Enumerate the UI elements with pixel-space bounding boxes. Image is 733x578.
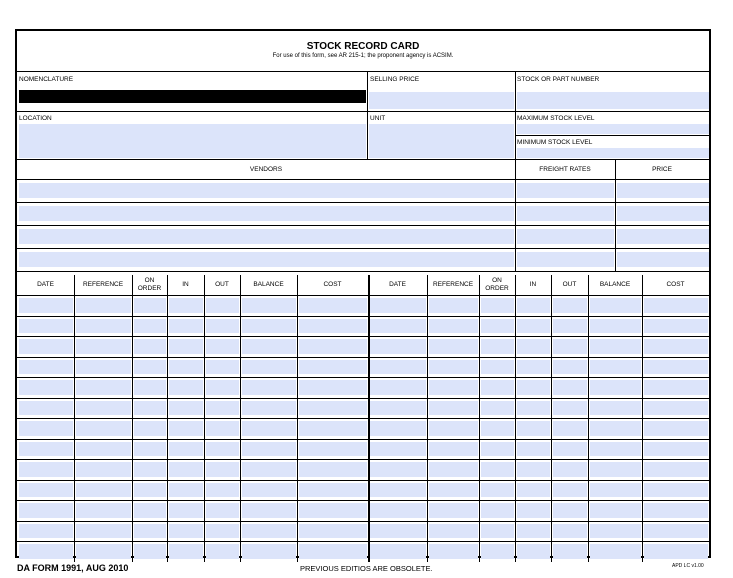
ledger-cell[interactable]: [242, 319, 296, 334]
ledger-cell[interactable]: [19, 462, 73, 477]
ledger-cell[interactable]: [242, 298, 296, 313]
ledger-cell[interactable]: [590, 401, 641, 416]
ledger-cell[interactable]: [76, 421, 131, 436]
column-header-balance: BALANCE: [253, 281, 284, 288]
ledger-cell[interactable]: [590, 298, 641, 313]
divider: [17, 202, 709, 203]
ledger-cell[interactable]: [553, 380, 587, 395]
divider: [17, 225, 709, 226]
ledger-cell[interactable]: [242, 524, 296, 539]
divider: [515, 159, 516, 271]
ledger-cell[interactable]: [242, 380, 296, 395]
ledger-cell[interactable]: [76, 360, 131, 375]
column-header-in: IN: [182, 281, 189, 288]
ledger-cell[interactable]: [644, 524, 708, 539]
ledger-cell[interactable]: [299, 401, 367, 416]
ledger-cell[interactable]: [553, 360, 587, 375]
column-header-date: DATE: [389, 281, 406, 288]
stock-record-card-form: [15, 29, 711, 558]
ledger-cell[interactable]: [590, 319, 641, 334]
ledger-cell[interactable]: [169, 483, 203, 498]
ledger-cell[interactable]: [590, 483, 641, 498]
ledger-cell[interactable]: [517, 401, 550, 416]
ledger-cell[interactable]: [553, 483, 587, 498]
ledger-cell[interactable]: [590, 421, 641, 436]
ledger-cell[interactable]: [481, 360, 514, 375]
ledger-cell[interactable]: [134, 380, 166, 395]
price-field[interactable]: [617, 183, 709, 198]
ledger-cell[interactable]: [370, 503, 426, 518]
ledger-cell[interactable]: [242, 421, 296, 436]
ledger-cell[interactable]: [553, 298, 587, 313]
ledger-cell[interactable]: [429, 319, 478, 334]
divider: [17, 248, 709, 249]
ledger-cell[interactable]: [517, 380, 550, 395]
ledger-cell[interactable]: [19, 442, 73, 457]
ledger-cell[interactable]: [206, 442, 239, 457]
ledger-cell[interactable]: [19, 298, 73, 313]
ledger-cell[interactable]: [134, 319, 166, 334]
ledger-cell[interactable]: [553, 503, 587, 518]
ledger-cell[interactable]: [19, 524, 73, 539]
table-row: [17, 377, 709, 398]
ledger-cell[interactable]: [206, 319, 239, 334]
ledger-cell[interactable]: [169, 524, 203, 539]
divider: [615, 159, 616, 271]
ledger-cell[interactable]: [134, 503, 166, 518]
column-header-on-order: ON ORDER: [485, 277, 509, 292]
ledger-cell[interactable]: [134, 339, 166, 354]
ledger-cell[interactable]: [76, 442, 131, 457]
ledger-cell[interactable]: [206, 483, 239, 498]
ledger-cell[interactable]: [429, 360, 478, 375]
ledger-cell[interactable]: [206, 524, 239, 539]
ledger-cell[interactable]: [644, 339, 708, 354]
column-header-cost: COST: [666, 281, 685, 288]
table-row: [17, 459, 709, 480]
table-row: [17, 295, 709, 316]
ledger-cell[interactable]: [242, 442, 296, 457]
ledger-cell[interactable]: [590, 339, 641, 354]
ledger-cell[interactable]: [206, 503, 239, 518]
ledger-cell[interactable]: [19, 483, 73, 498]
ledger-cell[interactable]: [370, 462, 426, 477]
ledger-cell[interactable]: [644, 380, 708, 395]
divider: [17, 111, 709, 112]
ledger-cell[interactable]: [169, 360, 203, 375]
ledger-cell[interactable]: [299, 360, 367, 375]
ledger-cell[interactable]: [370, 421, 426, 436]
ledger-cell[interactable]: [299, 421, 367, 436]
ledger-cell[interactable]: [429, 483, 478, 498]
ledger-cell[interactable]: [169, 319, 203, 334]
ledger-cell[interactable]: [553, 462, 587, 477]
ledger-cell[interactable]: [590, 442, 641, 457]
freight-rates-header: FREIGHT RATES: [539, 166, 591, 173]
ledger-cell[interactable]: [517, 319, 550, 334]
vendors-header: VENDORS: [249, 166, 283, 173]
ledger-cell[interactable]: [19, 401, 73, 416]
table-row: [17, 398, 709, 419]
ledger-cell[interactable]: [553, 421, 587, 436]
ledger-cell[interactable]: [429, 442, 478, 457]
freight-rate-field[interactable]: [517, 252, 614, 267]
ledger-cell[interactable]: [517, 421, 550, 436]
divider: [515, 71, 516, 159]
ledger-cell[interactable]: [19, 380, 73, 395]
table-row: [17, 480, 709, 501]
ledger-cell[interactable]: [76, 462, 131, 477]
ledger-cell[interactable]: [370, 544, 426, 559]
vendor-field[interactable]: [19, 183, 514, 198]
vendor-field[interactable]: [19, 206, 514, 221]
ledger-cell[interactable]: [517, 298, 550, 313]
ledger-cell[interactable]: [590, 503, 641, 518]
unit-label: UNIT: [370, 115, 386, 122]
ledger-cell[interactable]: [169, 421, 203, 436]
ledger-cell[interactable]: [429, 421, 478, 436]
ledger-cell[interactable]: [517, 483, 550, 498]
ledger-cell[interactable]: [76, 544, 131, 559]
ledger-cell[interactable]: [590, 360, 641, 375]
ledger-cell[interactable]: [206, 339, 239, 354]
column-header-out: OUT: [562, 281, 577, 288]
ledger-cell[interactable]: [644, 462, 708, 477]
table-row: [17, 336, 709, 357]
ledger-cell[interactable]: [76, 503, 131, 518]
ledger-cell[interactable]: [553, 524, 587, 539]
ledger-cell[interactable]: [370, 380, 426, 395]
ledger-cell[interactable]: [517, 503, 550, 518]
freight-rate-field[interactable]: [517, 183, 614, 198]
ledger-cell[interactable]: [299, 380, 367, 395]
ledger-cell[interactable]: [481, 319, 514, 334]
ledger-cell[interactable]: [644, 298, 708, 313]
ledger-cell[interactable]: [206, 462, 239, 477]
ledger-cell[interactable]: [169, 380, 203, 395]
ledger-cell[interactable]: [299, 503, 367, 518]
divider: [17, 271, 709, 272]
ledger-cell[interactable]: [169, 442, 203, 457]
ledger-cell[interactable]: [76, 524, 131, 539]
price-header: PRICE: [652, 166, 672, 173]
ledger-cell[interactable]: [242, 339, 296, 354]
ledger-cell[interactable]: [370, 524, 426, 539]
ledger-cell[interactable]: [481, 421, 514, 436]
ledger-cell[interactable]: [517, 360, 550, 375]
ledger-cell[interactable]: [134, 421, 166, 436]
ledger-cell[interactable]: [76, 401, 131, 416]
ledger-cell[interactable]: [590, 524, 641, 539]
ledger-cell[interactable]: [481, 298, 514, 313]
ledger-cell[interactable]: [206, 544, 239, 559]
ledger-cell[interactable]: [299, 524, 367, 539]
ledger-cell[interactable]: [299, 319, 367, 334]
ledger-cell[interactable]: [169, 503, 203, 518]
ledger-cell[interactable]: [644, 401, 708, 416]
ledger-cell[interactable]: [590, 544, 641, 559]
ledger-cell[interactable]: [429, 298, 478, 313]
ledger-cell[interactable]: [242, 503, 296, 518]
table-row: [17, 500, 709, 521]
ledger-cell[interactable]: [242, 462, 296, 477]
price-field[interactable]: [617, 229, 709, 244]
ledger-cell[interactable]: [644, 544, 708, 559]
ledger-cell[interactable]: [590, 380, 641, 395]
ledger-cell[interactable]: [299, 483, 367, 498]
form-title: STOCK RECORD CARD: [306, 41, 420, 52]
ledger-cell[interactable]: [370, 339, 426, 354]
ledger-cell[interactable]: [206, 360, 239, 375]
table-row: [17, 357, 709, 378]
table-row: [17, 418, 709, 439]
ledger-cell[interactable]: [76, 483, 131, 498]
ledger-cell[interactable]: [517, 339, 550, 354]
ledger-cell[interactable]: [481, 401, 514, 416]
divider: [17, 159, 709, 160]
ledger-cell[interactable]: [644, 319, 708, 334]
ledger-cell[interactable]: [242, 544, 296, 559]
ledger-cell[interactable]: [242, 360, 296, 375]
ledger-cell[interactable]: [19, 544, 73, 559]
ledger-cell[interactable]: [429, 462, 478, 477]
ledger-cell[interactable]: [644, 503, 708, 518]
ledger-cell[interactable]: [169, 462, 203, 477]
ledger-cell[interactable]: [644, 483, 708, 498]
ledger-cell[interactable]: [206, 298, 239, 313]
maximum-stock-level-label: MAXIMUM STOCK LEVEL: [517, 115, 595, 122]
stock-or-part-number-field[interactable]: [517, 92, 709, 109]
ledger-cell[interactable]: [76, 380, 131, 395]
ledger-cell[interactable]: [169, 401, 203, 416]
ledger-cell[interactable]: [76, 319, 131, 334]
ledger-cell[interactable]: [429, 339, 478, 354]
nomenclature-field[interactable]: [19, 90, 366, 103]
ledger-cell[interactable]: [299, 298, 367, 313]
ledger-cell[interactable]: [553, 442, 587, 457]
divider: [367, 71, 368, 159]
column-header-on-order: ON ORDER: [137, 277, 162, 292]
ledger-cell[interactable]: [19, 421, 73, 436]
form-identifier: DA FORM 1991, AUG 2010: [17, 563, 129, 573]
unit-field[interactable]: [369, 124, 514, 158]
ledger-cell[interactable]: [76, 298, 131, 313]
ledger-cell[interactable]: [134, 298, 166, 313]
ledger-cell[interactable]: [370, 298, 426, 313]
nomenclature-label: NOMENCLATURE: [19, 76, 74, 83]
ledger-cell[interactable]: [553, 544, 587, 559]
ledger-cell[interactable]: [481, 544, 514, 559]
ledger-cell[interactable]: [644, 421, 708, 436]
ledger-cell[interactable]: [429, 524, 478, 539]
column-header-reference: REFERENCE: [82, 281, 124, 288]
obsolete-note: PREVIOUS EDITIOS ARE OBSOLETE.: [300, 564, 433, 573]
ledger-cell[interactable]: [134, 524, 166, 539]
ledger-cell[interactable]: [19, 319, 73, 334]
ledger-cell[interactable]: [169, 339, 203, 354]
divider: [515, 135, 709, 136]
ledger-cell[interactable]: [134, 544, 166, 559]
selling-price-label: SELLING PRICE: [370, 76, 420, 83]
ledger-cell[interactable]: [242, 483, 296, 498]
minimum-stock-level-field[interactable]: [517, 148, 709, 158]
ledger-cell[interactable]: [299, 544, 367, 559]
ledger-cell[interactable]: [429, 401, 478, 416]
ledger-cell[interactable]: [19, 503, 73, 518]
vendor-field[interactable]: [19, 252, 514, 267]
price-field[interactable]: [617, 252, 709, 267]
column-header-cost: COST: [323, 281, 342, 288]
ledger-cell[interactable]: [517, 462, 550, 477]
ledger-cell[interactable]: [644, 360, 708, 375]
form-subtitle: For use of this form, see AR 215-1; the proponent agency is ACSIM.: [272, 53, 454, 59]
ledger-cell[interactable]: [134, 360, 166, 375]
ledger-cell[interactable]: [134, 401, 166, 416]
ledger-cell[interactable]: [134, 483, 166, 498]
ledger-cell[interactable]: [481, 462, 514, 477]
ledger-cell[interactable]: [481, 483, 514, 498]
ledger-cell[interactable]: [134, 462, 166, 477]
ledger-cell[interactable]: [517, 524, 550, 539]
ledger-cell[interactable]: [517, 544, 550, 559]
ledger-cell[interactable]: [553, 319, 587, 334]
column-header-in: IN: [529, 281, 537, 288]
ledger-cell[interactable]: [370, 360, 426, 375]
ledger-cell[interactable]: [370, 483, 426, 498]
ledger-cell[interactable]: [370, 319, 426, 334]
ledger-cell[interactable]: [481, 524, 514, 539]
ledger-cell[interactable]: [242, 401, 296, 416]
selling-price-field[interactable]: [369, 92, 514, 109]
table-row: [17, 316, 709, 337]
version-label: APD LC v1.00: [672, 563, 704, 569]
ledger-cell[interactable]: [429, 503, 478, 518]
ledger-cell[interactable]: [553, 401, 587, 416]
ledger-cell[interactable]: [429, 380, 478, 395]
ledger-cell[interactable]: [370, 401, 426, 416]
freight-rate-field[interactable]: [517, 229, 614, 244]
divider: [17, 179, 709, 180]
ledger-cell[interactable]: [517, 442, 550, 457]
ledger-cell[interactable]: [134, 442, 166, 457]
ledger-cell[interactable]: [481, 442, 514, 457]
price-field[interactable]: [617, 206, 709, 221]
location-field[interactable]: [19, 124, 366, 158]
divider: [17, 71, 709, 72]
ledger-cell[interactable]: [299, 442, 367, 457]
table-row: [17, 439, 709, 460]
column-header-reference: REFERENCE: [432, 281, 474, 288]
ledger-cell[interactable]: [481, 380, 514, 395]
ledger-cell[interactable]: [481, 339, 514, 354]
ledger-cell[interactable]: [590, 462, 641, 477]
ledger-cell[interactable]: [169, 544, 203, 559]
vendor-field[interactable]: [19, 229, 514, 244]
column-header-out: OUT: [215, 281, 229, 288]
stock-or-part-number-label: STOCK OR PART NUMBER: [517, 76, 600, 83]
ledger-cell[interactable]: [169, 298, 203, 313]
column-header-date: DATE: [37, 281, 54, 288]
ledger-cell[interactable]: [370, 442, 426, 457]
ledger-cell[interactable]: [429, 544, 478, 559]
table-row: [17, 521, 709, 542]
ledger-cell[interactable]: [206, 421, 239, 436]
minimum-stock-level-label: MINIMUM STOCK LEVEL: [517, 139, 593, 146]
ledger-cell[interactable]: [553, 339, 587, 354]
table-row: [17, 541, 709, 562]
ledger-cell[interactable]: [299, 339, 367, 354]
ledger-cell[interactable]: [76, 339, 131, 354]
ledger-cell[interactable]: [19, 360, 73, 375]
ledger-cell[interactable]: [206, 401, 239, 416]
ledger-cell[interactable]: [299, 462, 367, 477]
maximum-stock-level-field[interactable]: [517, 124, 709, 134]
ledger-cell[interactable]: [644, 442, 708, 457]
ledger-cell[interactable]: [481, 503, 514, 518]
ledger-cell[interactable]: [206, 380, 239, 395]
column-header-balance: BALANCE: [599, 281, 631, 288]
freight-rate-field[interactable]: [517, 206, 614, 221]
location-label: LOCATION: [19, 115, 52, 122]
ledger-cell[interactable]: [19, 339, 73, 354]
